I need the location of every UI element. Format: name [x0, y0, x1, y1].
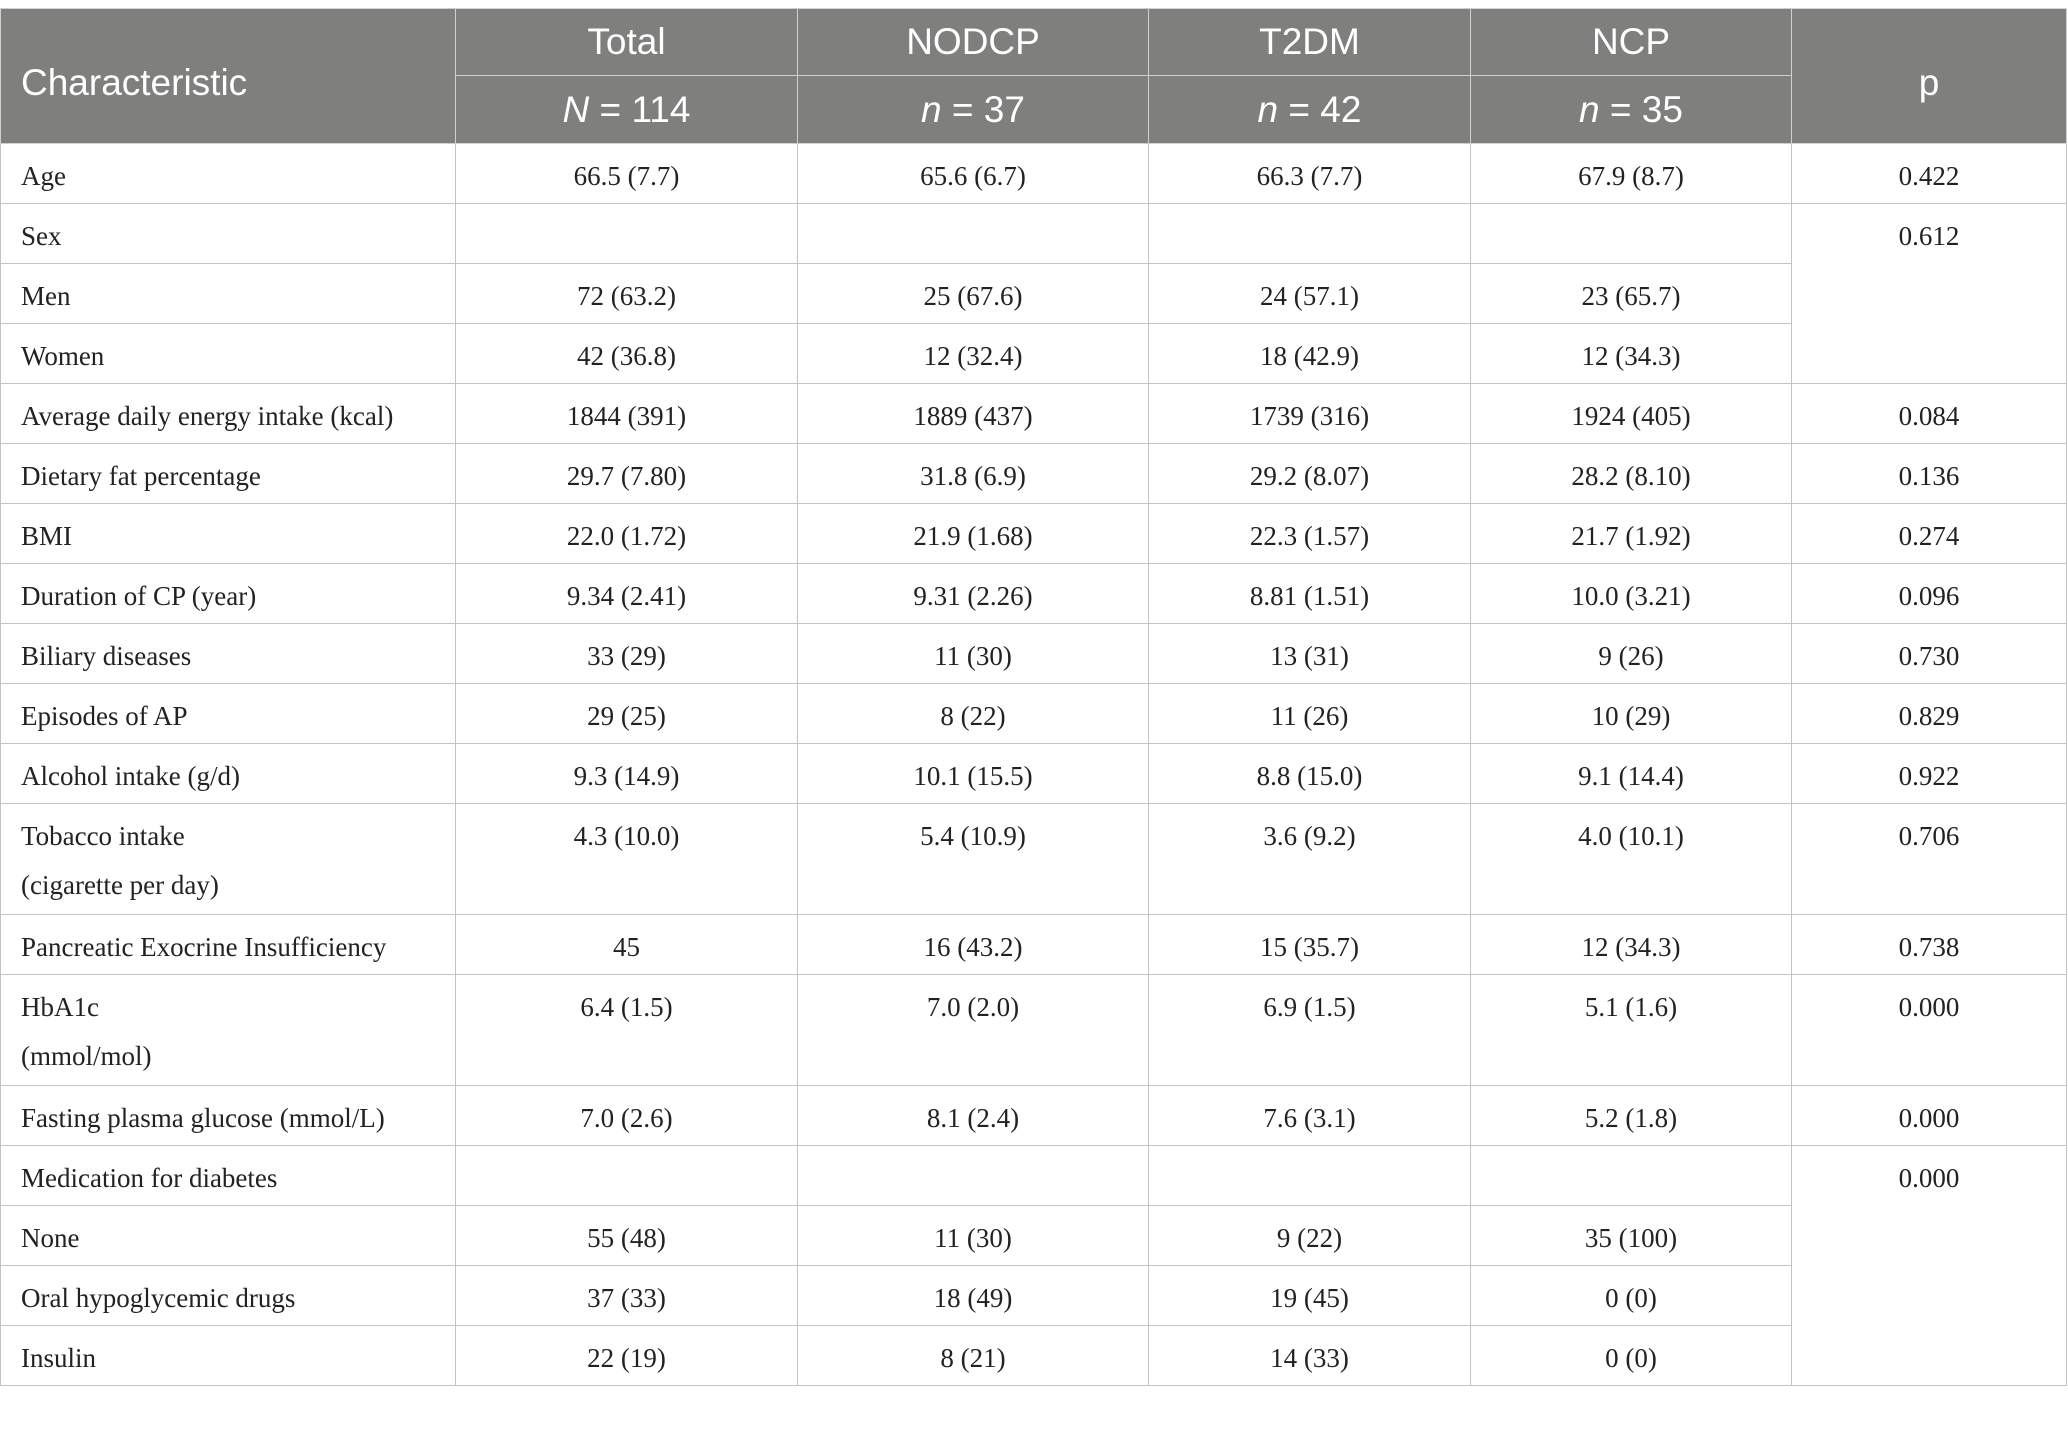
- table-row: [1, 1146, 2067, 1206]
- cell-nodcp: 12 (32.4): [798, 324, 1149, 384]
- cell-t2dm: 13 (31): [1149, 624, 1471, 684]
- cell-t2dm: 66.3 (7.7): [1149, 144, 1471, 204]
- cell-ncp: 23 (65.7): [1471, 264, 1792, 324]
- cell-ncp: 1924 (405): [1471, 384, 1792, 444]
- cell-total: 33 (29): [456, 624, 798, 684]
- count-value: = 37: [941, 88, 1025, 130]
- cell-total: 37 (33): [456, 1266, 798, 1326]
- cell-t2dm: 6.9 (1.5): [1149, 975, 1471, 1086]
- cell-total: [456, 1146, 798, 1206]
- count-value: = 35: [1599, 88, 1683, 130]
- cell-t2dm: 1739 (316): [1149, 384, 1471, 444]
- table-row: [1, 744, 2067, 804]
- cell-t2dm: 24 (57.1): [1149, 264, 1471, 324]
- cell-t2dm: 14 (33): [1149, 1326, 1471, 1386]
- cell-p: 0.422: [1792, 144, 2067, 204]
- cell-ncp: 0 (0): [1471, 1326, 1792, 1386]
- cell-t2dm: 22.3 (1.57): [1149, 504, 1471, 564]
- cell-ncp: 28.2 (8.10): [1471, 444, 1792, 504]
- row-label-line2: (mmol/mol): [21, 1041, 152, 1071]
- cell-total: 45: [456, 915, 798, 975]
- header-total: Total: [456, 9, 798, 76]
- cell-total: 22 (19): [456, 1326, 798, 1386]
- row-label-line1: HbA1c: [21, 992, 99, 1022]
- row-label: Medication for diabetes: [1, 1146, 456, 1206]
- cell-nodcp: [798, 1146, 1149, 1206]
- cell-p: 0.000: [1792, 975, 2067, 1086]
- table-row: [1, 204, 2067, 264]
- cell-total: 55 (48): [456, 1206, 798, 1266]
- row-label: Episodes of AP: [1, 684, 456, 744]
- cell-nodcp: [798, 204, 1149, 264]
- row-label: Men: [1, 264, 456, 324]
- header-p: p: [1792, 9, 2067, 144]
- cell-total: 22.0 (1.72): [456, 504, 798, 564]
- cell-nodcp: 11 (30): [798, 624, 1149, 684]
- table-row: [1, 1086, 2067, 1146]
- cell-nodcp: 65.6 (6.7): [798, 144, 1149, 204]
- row-label: None: [1, 1206, 456, 1266]
- table-row: [1, 444, 2067, 504]
- count-symbol: n: [1257, 88, 1279, 130]
- cell-nodcp: 21.9 (1.68): [798, 504, 1149, 564]
- cell-p: 0.612: [1792, 204, 2067, 384]
- cell-p: 0.096: [1792, 564, 2067, 624]
- cell-p: 0.000: [1792, 1086, 2067, 1146]
- header-characteristic: Characteristic: [1, 9, 456, 144]
- cell-p: 0.136: [1792, 444, 2067, 504]
- cell-nodcp: 9.31 (2.26): [798, 564, 1149, 624]
- cell-total: 29 (25): [456, 684, 798, 744]
- cell-t2dm: 3.6 (9.2): [1149, 804, 1471, 915]
- row-label: Insulin: [1, 1326, 456, 1386]
- cell-ncp: 12 (34.3): [1471, 915, 1792, 975]
- table-row: [1, 504, 2067, 564]
- cell-ncp: 67.9 (8.7): [1471, 144, 1792, 204]
- cell-p: 0.706: [1792, 804, 2067, 915]
- table-row: [1, 384, 2067, 444]
- header-t2dm: T2DM: [1149, 9, 1471, 76]
- cell-ncp: 12 (34.3): [1471, 324, 1792, 384]
- cell-total: 9.3 (14.9): [456, 744, 798, 804]
- cell-total: 6.4 (1.5): [456, 975, 798, 1086]
- table-body: [1, 144, 2067, 1386]
- cell-p: 0.274: [1792, 504, 2067, 564]
- table-row: [1, 1206, 2067, 1266]
- row-label: Women: [1, 324, 456, 384]
- table-header: [1, 9, 2067, 144]
- count-value: = 42: [1278, 88, 1362, 130]
- cell-ncp: [1471, 1146, 1792, 1206]
- row-label: BMI: [1, 504, 456, 564]
- cell-total: 1844 (391): [456, 384, 798, 444]
- row-label-line2: (cigarette per day): [21, 870, 219, 900]
- cell-nodcp: 5.4 (10.9): [798, 804, 1149, 915]
- header-row: [1, 9, 2067, 76]
- cell-ncp: 35 (100): [1471, 1206, 1792, 1266]
- table-row: [1, 624, 2067, 684]
- cell-total: 9.34 (2.41): [456, 564, 798, 624]
- cell-nodcp: 1889 (437): [798, 384, 1149, 444]
- cell-nodcp: 10.1 (15.5): [798, 744, 1149, 804]
- cell-p: 0.738: [1792, 915, 2067, 975]
- header-ncp-count: [1471, 76, 1792, 144]
- cell-ncp: 9.1 (14.4): [1471, 744, 1792, 804]
- cell-total: 7.0 (2.6): [456, 1086, 798, 1146]
- cell-nodcp: 8.1 (2.4): [798, 1086, 1149, 1146]
- row-label: Fasting plasma glucose (mmol/L): [1, 1086, 456, 1146]
- cell-nodcp: 7.0 (2.0): [798, 975, 1149, 1086]
- row-label: Sex: [1, 204, 456, 264]
- row-label: Age: [1, 144, 456, 204]
- cell-nodcp: 16 (43.2): [798, 915, 1149, 975]
- row-label: [1, 804, 456, 915]
- header-total-count: [456, 76, 798, 144]
- table-row: [1, 975, 2067, 1086]
- row-label: Dietary fat percentage: [1, 444, 456, 504]
- cell-t2dm: 8.81 (1.51): [1149, 564, 1471, 624]
- table-row: [1, 684, 2067, 744]
- cell-total: 42 (36.8): [456, 324, 798, 384]
- cell-p: 0.000: [1792, 1146, 2067, 1386]
- row-label-line1: Tobacco intake: [21, 821, 185, 851]
- cell-ncp: 10 (29): [1471, 684, 1792, 744]
- table-row: [1, 915, 2067, 975]
- cell-t2dm: 7.6 (3.1): [1149, 1086, 1471, 1146]
- cell-t2dm: 9 (22): [1149, 1206, 1471, 1266]
- cell-ncp: 10.0 (3.21): [1471, 564, 1792, 624]
- header-nodcp: NODCP: [798, 9, 1149, 76]
- cell-t2dm: 18 (42.9): [1149, 324, 1471, 384]
- cell-t2dm: 15 (35.7): [1149, 915, 1471, 975]
- cell-total: 29.7 (7.80): [456, 444, 798, 504]
- cell-t2dm: 19 (45): [1149, 1266, 1471, 1326]
- table-row: [1, 1326, 2067, 1386]
- table-row: [1, 264, 2067, 324]
- row-label: Alcohol intake (g/d): [1, 744, 456, 804]
- cell-nodcp: 8 (22): [798, 684, 1149, 744]
- cell-nodcp: 18 (49): [798, 1266, 1149, 1326]
- count-symbol: n: [1579, 88, 1600, 130]
- header-ncp: NCP: [1471, 9, 1792, 76]
- cell-p: 0.084: [1792, 384, 2067, 444]
- cell-ncp: 21.7 (1.92): [1471, 504, 1792, 564]
- row-label: Average daily energy intake (kcal): [1, 384, 456, 444]
- cell-ncp: 5.2 (1.8): [1471, 1086, 1792, 1146]
- cell-nodcp: 25 (67.6): [798, 264, 1149, 324]
- count-symbol: n: [921, 88, 942, 130]
- cell-ncp: 4.0 (10.1): [1471, 804, 1792, 915]
- cell-nodcp: 31.8 (6.9): [798, 444, 1149, 504]
- row-label: [1, 975, 456, 1086]
- table-row: [1, 564, 2067, 624]
- row-label: Duration of CP (year): [1, 564, 456, 624]
- row-label: Oral hypoglycemic drugs: [1, 1266, 456, 1326]
- count-symbol: N: [562, 88, 590, 130]
- cell-total: 72 (63.2): [456, 264, 798, 324]
- count-value: = 114: [589, 88, 691, 130]
- header-nodcp-count: [798, 76, 1149, 144]
- table-row: [1, 144, 2067, 204]
- header-t2dm-count: [1149, 76, 1471, 144]
- table-row: [1, 1266, 2067, 1326]
- row-label: Biliary diseases: [1, 624, 456, 684]
- cell-ncp: 0 (0): [1471, 1266, 1792, 1326]
- cell-t2dm: [1149, 204, 1471, 264]
- cell-p: 0.730: [1792, 624, 2067, 684]
- cell-p: 0.829: [1792, 684, 2067, 744]
- table-row: [1, 324, 2067, 384]
- cell-t2dm: 8.8 (15.0): [1149, 744, 1471, 804]
- cell-ncp: 9 (26): [1471, 624, 1792, 684]
- cell-t2dm: 29.2 (8.07): [1149, 444, 1471, 504]
- cell-p: 0.922: [1792, 744, 2067, 804]
- cell-t2dm: 11 (26): [1149, 684, 1471, 744]
- cell-nodcp: 11 (30): [798, 1206, 1149, 1266]
- cell-ncp: 5.1 (1.6): [1471, 975, 1792, 1086]
- table-row: [1, 804, 2067, 915]
- characteristics-table: [0, 8, 2067, 1386]
- cell-ncp: [1471, 204, 1792, 264]
- cell-total: 66.5 (7.7): [456, 144, 798, 204]
- cell-total: [456, 204, 798, 264]
- row-label: Pancreatic Exocrine Insufficiency: [1, 915, 456, 975]
- cell-total: 4.3 (10.0): [456, 804, 798, 915]
- cell-t2dm: [1149, 1146, 1471, 1206]
- cell-nodcp: 8 (21): [798, 1326, 1149, 1386]
